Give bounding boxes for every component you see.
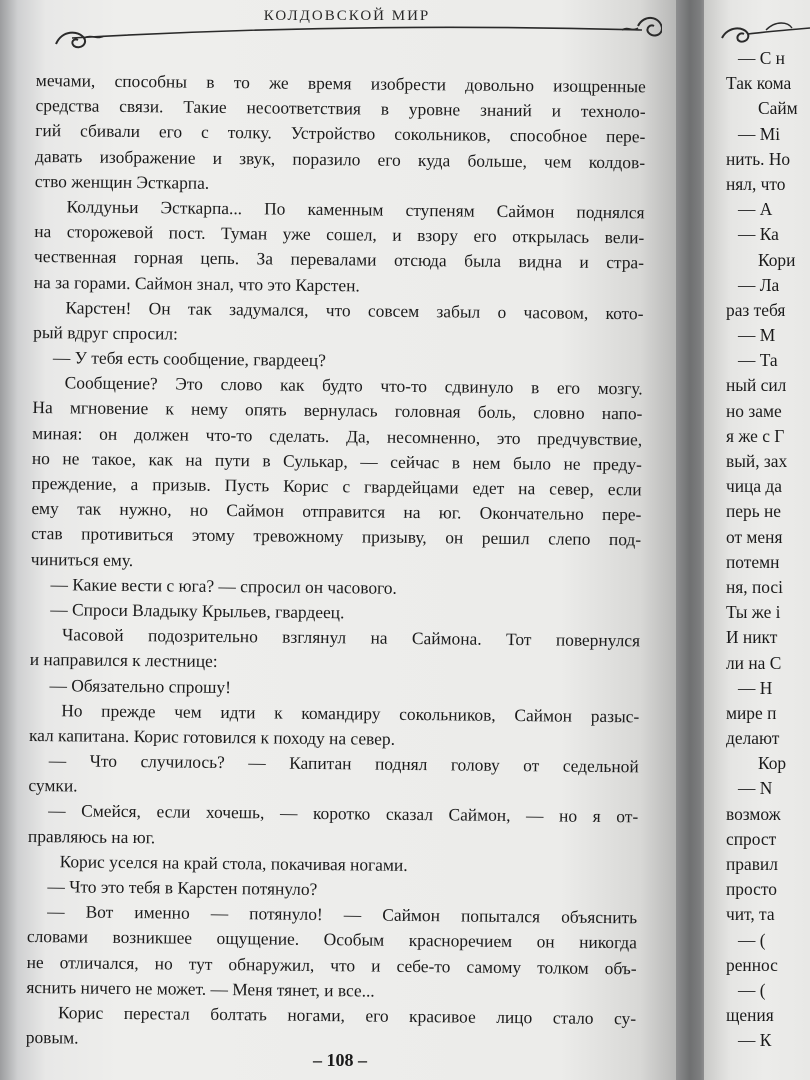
left-page-text-line: — Вот именно — потянуло! — Саймон попытался объяснить	[47, 901, 638, 928]
left-page-text-line: Корис уселся на край стола, покачивая ногами.	[59, 851, 408, 875]
left-page-text-line: словами возникшее ощущение. Особым красноречием он никогда	[26, 926, 637, 953]
right-page-text-line: — Та	[738, 350, 778, 371]
right-page-text-line: Сайм	[758, 98, 798, 119]
right-page-text-line: перь не	[726, 501, 782, 522]
left-page-text-line: давать изображение и звук, поразило его куда больше, чем колдов-	[34, 145, 646, 172]
left-page-text-line: — Спроси Владыку Крыльев, гвардеец.	[50, 599, 345, 623]
right-page-text-line: реннос	[726, 954, 778, 975]
right-page-text	[726, 46, 810, 1054]
right-page-text-line: вый, зах	[726, 451, 788, 471]
left-page-text-line: рый вдруг спросил:	[33, 321, 179, 344]
right-page-text-line: — (	[738, 929, 766, 950]
right-page-text-line: Так кома	[726, 73, 792, 94]
right-page-text-line: нял, что	[726, 173, 786, 194]
left-page-text-line: ровым.	[25, 1027, 79, 1048]
right-page-text-line: ня, посі	[726, 576, 783, 597]
left-page-text-line: Сообщение? Это слово как будто что-то сдвинуло в его мозгу.	[64, 372, 643, 399]
right-page-text-line: чица да	[726, 476, 782, 497]
left-page-text-line: На мгновение к нему опять вернулась головная боль, словно напо-	[32, 397, 643, 424]
right-page-text-line: ный сил	[726, 375, 787, 396]
right-page-text-line: — К	[738, 1030, 772, 1051]
left-page-text-line: чественная горная цепь. За перевалами отсюда была видна и стра-	[33, 246, 645, 273]
left-page-text-line: чиниться ему.	[30, 548, 134, 570]
right-page-text-line: нить. Но	[726, 148, 791, 169]
right-page-text-line: мире п	[726, 702, 777, 723]
right-page-text-line: — Н	[738, 677, 773, 698]
left-page-text	[26, 68, 646, 1057]
left-page-text-line: но не такое, как на пути в Сулькар, — сейчас в нем было не преду-	[31, 447, 642, 475]
right-page-text-line: Ты же і	[726, 602, 781, 623]
right-page-text-line: я же с Г	[726, 425, 785, 446]
page-number: – 108 –	[313, 1050, 367, 1070]
left-page-text-line: Часовой подозрительно взглянул на Саймона. Тот повернулся	[61, 624, 641, 651]
left-page-text-line: на за горами. Саймон знал, что это Карстен.	[33, 271, 360, 295]
right-page-text-line: — А	[738, 199, 773, 220]
right-page-text-line: Кор	[758, 753, 787, 774]
left-page-text-line: — Какие вести с юга? — спросил он часового.	[50, 573, 397, 598]
right-page-text-line: — N	[738, 778, 773, 799]
left-page-text-line: ему так нужно, но Саймон отправится на юг. Окончательно пере-	[31, 498, 642, 525]
left-page-text-line: — Что это тебя в Карстен потянуло?	[47, 876, 318, 899]
running-title: КОЛДОВСКОЙ МИР	[263, 8, 431, 24]
right-page-text-line: чит, та	[726, 904, 775, 925]
left-page-text-line: Корис перестал болтать ногами, его красивое лицо стало су-	[58, 1002, 637, 1029]
right-page-header	[716, 10, 810, 50]
header-ornament-icon	[716, 10, 810, 50]
right-page-text-line: — М	[738, 325, 776, 346]
left-page-text-line: — Смейся, если хочешь, — коротко сказал Саймон, — но я от-	[48, 800, 639, 827]
left-page-text-line: и направился к лестнице:	[29, 649, 218, 672]
left-page-text-line: — Обязательно спрошу!	[49, 674, 232, 697]
right-page-text-line: — Ла	[738, 274, 780, 295]
right-page-text-line: Кори	[758, 249, 796, 270]
right-page-text-line: правил	[726, 854, 778, 874]
left-page-text-line: ство женщин Эсткарпа.	[34, 170, 210, 193]
right-page-text-line: ли на С	[726, 652, 782, 673]
left-page-text-line: Но прежде чем идти к командиру сокольников, Саймон разыс-	[61, 699, 640, 727]
right-page-text-line: — Ка	[738, 224, 779, 245]
left-page-text-line: средства связи. Такие несоответствия в уровне знаний и техноло-	[35, 95, 646, 122]
left-page-text-line: мечами, способны в то же время изобрести довольно изощренные	[35, 69, 646, 97]
left-page-text-line: гий сбивали его с толку. Устройство сокольников, способное пере-	[35, 120, 646, 147]
page-header	[32, 0, 662, 56]
left-page-text-line: яснить ничего не может. — Меня тянет, и все...	[26, 976, 375, 1001]
right-page-text-line: делают	[726, 728, 780, 749]
left-page-text-line: правляюсь на юг.	[27, 825, 156, 847]
left-page-text-line: став противиться этому тревожному призыву, он решил слепо под-	[31, 523, 642, 550]
left-page-text-line: — У тебя есть сообщение, гвардеец?	[52, 347, 326, 371]
left-page-text-line: — Что случилось? — Капитан поднял голову от седельной	[48, 750, 639, 777]
right-page-text-line: от меня	[726, 526, 783, 547]
right-page-text-line: — Мі	[738, 123, 781, 144]
left-page-text-line: Карстен! Он так задумался, что совсем забыл о часовом, кото-	[65, 297, 644, 324]
left-page-text-line: не отличался, но тут обнаружил, что и себе-то самому толком объ-	[26, 951, 637, 978]
left-page-text-line: преждение, а призыв. Пусть Корис с гвардейцами едет на север, если	[31, 472, 642, 500]
right-page-text-line: потемн	[726, 551, 780, 572]
left-page-text-line: кал капитана. Корис готовился к походу на север.	[28, 724, 396, 749]
right-page-text-line: — (	[738, 979, 766, 1000]
left-page-text-line: Колдуньи Эсткарпа... По каменным ступеням Саймон поднялся	[66, 196, 645, 223]
right-page-text-line: спрост	[726, 828, 777, 849]
right-page-text-line: раз тебя	[726, 299, 786, 320]
right-page-text-line: просто	[726, 879, 777, 900]
right-page-text-line: но заме	[726, 400, 782, 421]
right-page-text-line: — С н	[738, 48, 785, 68]
right-page-text-line: возмож	[726, 803, 781, 824]
left-page-text-line: миная: он должен что-то сделать. Да, несомненно, это предчувствие,	[32, 422, 643, 449]
right-page-text-line: щения	[726, 1005, 774, 1026]
right-page-text-line: И никт	[726, 627, 778, 648]
left-page-text-line: сумки.	[28, 775, 78, 796]
left-page-text-line: на сторожевой пост. Туман уже сошел, и взору его открылась вели-	[34, 221, 645, 248]
